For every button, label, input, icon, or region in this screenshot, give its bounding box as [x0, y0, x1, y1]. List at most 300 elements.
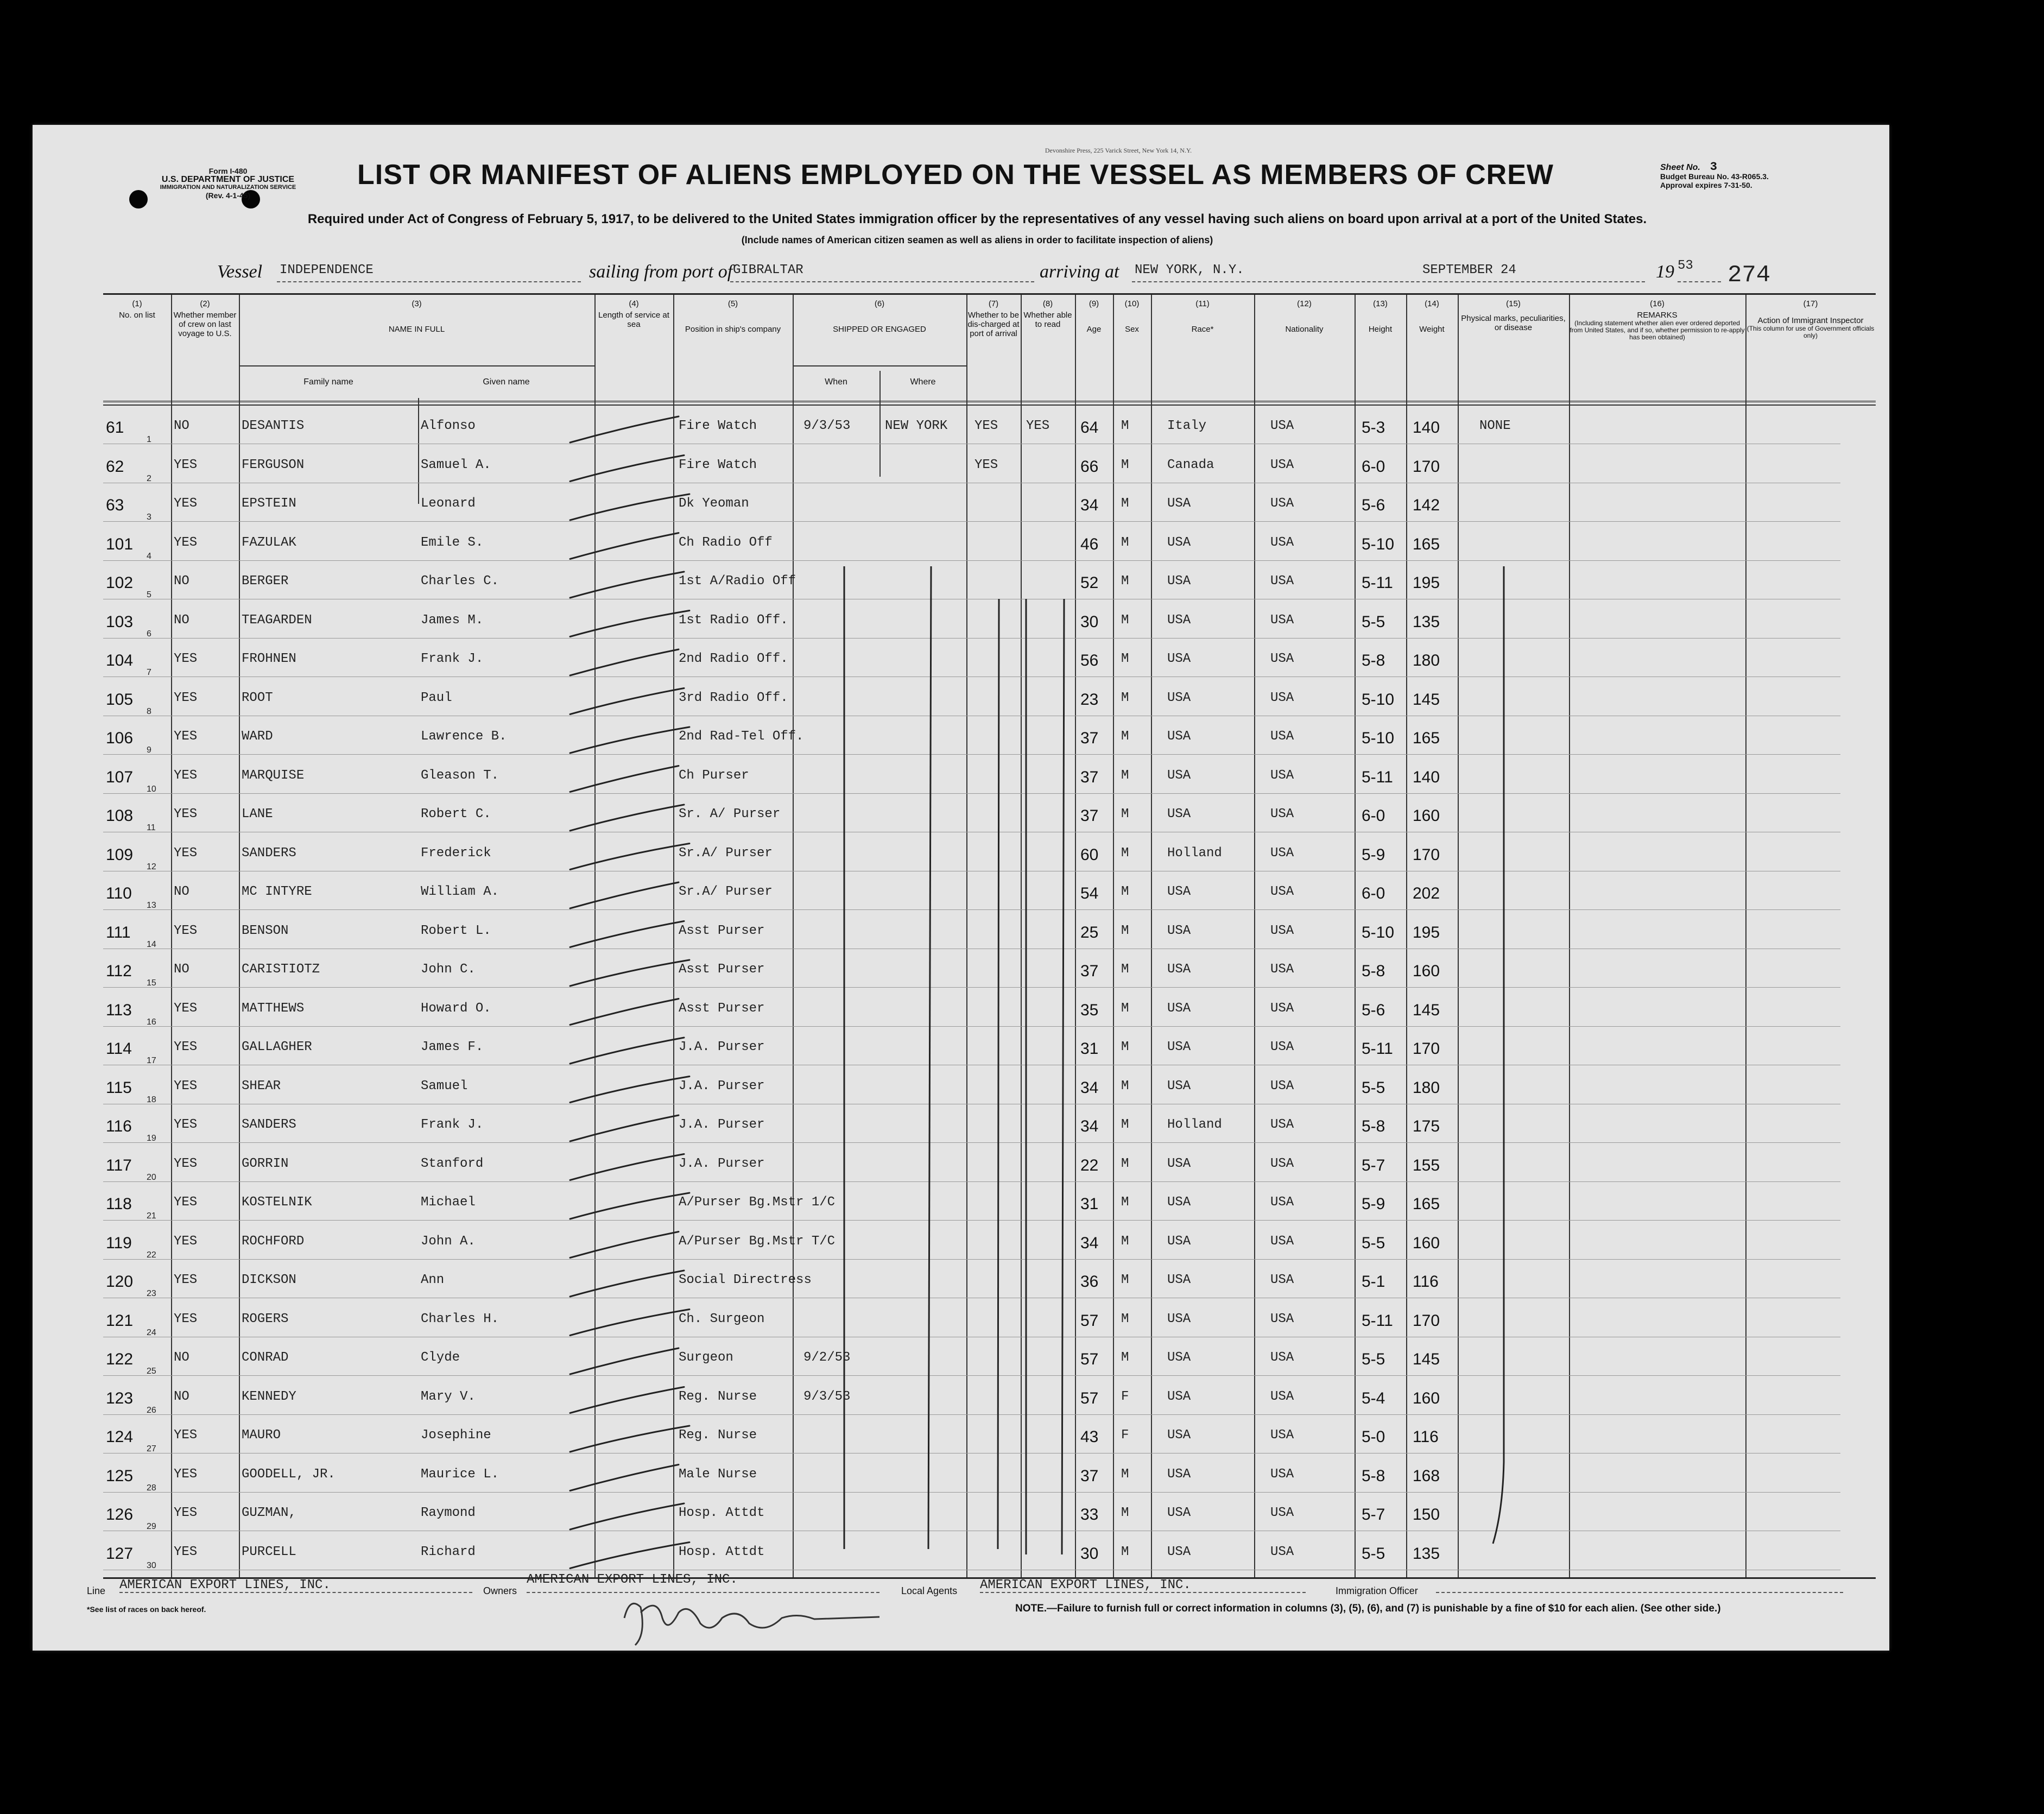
- sex-cell: F: [1121, 1428, 1129, 1443]
- race-cell: Holland: [1167, 845, 1222, 861]
- crew-row: [103, 528, 1876, 567]
- height-cell: 5-8: [1362, 1117, 1385, 1135]
- weight-cell: 145: [1413, 1001, 1440, 1019]
- crew-row: [103, 411, 1876, 450]
- sex-cell: M: [1121, 1234, 1129, 1249]
- previous-voyage-cell: YES: [174, 496, 198, 511]
- approval-expiry: Approval expires 7-31-50.: [1660, 181, 1752, 189]
- column-5-header: (5) Position in ship's company: [685, 299, 781, 334]
- race-cell: USA: [1167, 1350, 1191, 1365]
- line-number: 3: [147, 513, 151, 522]
- previous-voyage-cell: YES: [174, 1544, 198, 1559]
- line-number: 27: [147, 1444, 156, 1453]
- row-divider: [103, 754, 1840, 755]
- height-cell: 5-3: [1362, 419, 1385, 437]
- weight-cell: 116: [1413, 1428, 1439, 1446]
- sex-cell: M: [1121, 807, 1129, 821]
- line-number: 19: [147, 1134, 156, 1143]
- position-cell: Social Directress: [679, 1273, 812, 1287]
- line-number: 13: [147, 901, 156, 910]
- nationality-cell: USA: [1270, 884, 1294, 899]
- age-cell: 46: [1080, 535, 1099, 553]
- family-name-cell: CONRAD: [242, 1350, 289, 1365]
- height-cell: 5-11: [1362, 768, 1393, 786]
- sex-cell: M: [1121, 690, 1129, 705]
- column-16-header: (16) REMARKS (Including statement whether alien ever ordered deported from United States, and if so, whether permission to re-apply has been obtained): [1570, 299, 1745, 341]
- weight-cell: 160: [1413, 807, 1440, 825]
- row-divider: [103, 1181, 1840, 1182]
- row-number-cell: 121: [106, 1311, 134, 1330]
- family-name-cell: MARQUISE: [242, 768, 305, 783]
- row-number-cell: 125: [106, 1467, 134, 1485]
- nationality-cell: USA: [1270, 729, 1294, 744]
- race-cell: USA: [1167, 1273, 1191, 1287]
- line-company: AMERICAN EXPORT LINES, INC.: [119, 1578, 331, 1592]
- crew-row: [103, 1187, 1876, 1227]
- position-cell: A/Purser Bg.Mstr 1/C: [679, 1195, 836, 1210]
- height-cell: 5-10: [1362, 690, 1395, 709]
- age-cell: 66: [1080, 457, 1099, 476]
- line-number: 1: [147, 435, 151, 444]
- owner-signature: [608, 1585, 890, 1651]
- race-cell: Italy: [1167, 419, 1207, 433]
- race-cell: USA: [1167, 1428, 1191, 1443]
- row-number-cell: 102: [106, 574, 134, 592]
- nationality-cell: USA: [1270, 1273, 1294, 1287]
- position-cell: Asst Purser: [679, 962, 765, 977]
- position-cell: 3rd Radio Off.: [679, 690, 788, 705]
- arrival-date: SEPTEMBER 24: [1422, 263, 1516, 277]
- height-cell: 5-8: [1362, 652, 1385, 669]
- line-number: 25: [147, 1367, 156, 1376]
- agents-underline: [980, 1592, 1306, 1593]
- row-divider: [103, 1142, 1840, 1143]
- crew-row: [103, 1498, 1876, 1537]
- row-number-cell: 126: [106, 1506, 134, 1524]
- sex-cell: M: [1121, 923, 1129, 938]
- row-number-cell: 105: [106, 690, 134, 709]
- row-number-cell: 101: [106, 535, 134, 553]
- position-cell: Ch Radio Off: [679, 535, 773, 550]
- family-name-cell: KENNEDY: [242, 1389, 296, 1404]
- previous-voyage-cell: YES: [174, 1428, 198, 1443]
- height-cell: 5-9: [1362, 1195, 1385, 1213]
- height-cell: 5-11: [1362, 1311, 1393, 1330]
- weight-cell: 155: [1413, 1156, 1440, 1174]
- sex-cell: M: [1121, 1350, 1129, 1365]
- weight-cell: 170: [1413, 457, 1440, 476]
- nationality-cell: USA: [1270, 1350, 1294, 1365]
- height-cell: 5-7: [1362, 1156, 1385, 1174]
- height-cell: 5-6: [1362, 1001, 1385, 1019]
- race-cell: USA: [1167, 1467, 1191, 1482]
- given-name-cell: Lawrence B.: [421, 729, 507, 744]
- weight-cell: 165: [1413, 1195, 1440, 1213]
- race-cell: USA: [1167, 923, 1191, 938]
- vessel-underline: [277, 281, 581, 282]
- sex-cell: M: [1121, 1040, 1129, 1054]
- race-cell: USA: [1167, 729, 1191, 744]
- arriving-port: NEW YORK, N.Y.: [1135, 263, 1244, 277]
- age-cell: 64: [1080, 419, 1099, 437]
- nationality-cell: USA: [1270, 1078, 1294, 1094]
- given-name-cell: Frederick: [421, 845, 491, 861]
- sex-cell: M: [1121, 496, 1129, 511]
- column-6-header: (6) SHIPPED OR ENGAGED: [833, 299, 926, 334]
- previous-voyage-cell: YES: [174, 1467, 198, 1482]
- sex-cell: M: [1121, 535, 1129, 550]
- weight-cell: 165: [1413, 729, 1440, 747]
- row-number-cell: 108: [106, 807, 134, 825]
- position-cell: Reg. Nurse: [679, 1428, 757, 1443]
- sex-cell: M: [1121, 1506, 1129, 1520]
- crew-row: [103, 1032, 1876, 1071]
- height-cell: 5-10: [1362, 535, 1395, 553]
- age-cell: 57: [1080, 1350, 1099, 1368]
- family-name-cell: GUZMAN,: [242, 1506, 296, 1520]
- position-cell: Dk Yeoman: [679, 496, 749, 511]
- previous-voyage-cell: YES: [174, 457, 198, 472]
- row-number-cell: 112: [106, 962, 132, 980]
- nationality-cell: USA: [1270, 923, 1294, 938]
- sex-cell: M: [1121, 1078, 1129, 1094]
- position-cell: Fire Watch: [679, 419, 757, 433]
- service-name: IMMIGRATION AND NATURALIZATION SERVICE: [160, 184, 296, 191]
- row-number-cell: 116: [106, 1117, 132, 1135]
- sex-cell: M: [1121, 457, 1129, 472]
- nationality-cell: USA: [1270, 807, 1294, 821]
- position-cell: A/Purser Bg.Mstr T/C: [679, 1234, 836, 1249]
- age-cell: 60: [1080, 845, 1099, 864]
- position-cell: Ch Purser: [679, 768, 749, 783]
- race-cell: USA: [1167, 1389, 1191, 1404]
- line-number: 4: [147, 551, 151, 561]
- previous-voyage-cell: YES: [174, 1078, 198, 1094]
- weight-cell: 170: [1413, 1040, 1440, 1058]
- crew-row: [103, 566, 1876, 605]
- sex-cell: M: [1121, 768, 1129, 783]
- position-cell: Sr.A/ Purser: [679, 845, 773, 861]
- previous-voyage-cell: YES: [174, 1117, 198, 1132]
- sex-cell: M: [1121, 729, 1129, 744]
- given-name-cell: Charles H.: [421, 1311, 499, 1326]
- row-number-cell: 111: [106, 923, 131, 941]
- line-number: 5: [147, 590, 151, 599]
- row-divider: [103, 638, 1840, 639]
- nationality-cell: USA: [1270, 1311, 1294, 1326]
- line-number: 15: [147, 978, 156, 988]
- crew-row: [103, 683, 1876, 722]
- crew-row: [103, 1304, 1876, 1343]
- family-name-cell: MC INTYRE: [242, 884, 312, 899]
- nationality-cell: USA: [1270, 419, 1294, 433]
- year-suffix: 53: [1678, 258, 1693, 273]
- column-3-header: (3) NAME IN FULL: [388, 299, 445, 334]
- age-cell: 37: [1080, 729, 1099, 747]
- line-number: 2: [147, 473, 151, 483]
- nationality-cell: USA: [1270, 1156, 1294, 1171]
- height-cell: 5-5: [1362, 612, 1385, 631]
- crew-row: [103, 838, 1876, 877]
- race-cell: Holland: [1167, 1117, 1222, 1132]
- line-number: 14: [147, 939, 156, 949]
- height-cell: 5-5: [1362, 1350, 1385, 1368]
- age-cell: 54: [1080, 884, 1099, 902]
- line-number: 26: [147, 1405, 156, 1415]
- column-14-header: (14) Weight: [1419, 299, 1445, 334]
- age-cell: 43: [1080, 1428, 1099, 1446]
- column-8-header: (8) Whether able to read: [1023, 299, 1072, 329]
- race-cell: USA: [1167, 1506, 1191, 1520]
- position-cell: Asst Purser: [679, 923, 765, 938]
- line-number: 30: [147, 1560, 156, 1570]
- line-number: 6: [147, 629, 151, 639]
- race-cell: USA: [1167, 1234, 1191, 1249]
- row-number-cell: 103: [106, 612, 134, 631]
- form-number: Form I-480: [208, 167, 248, 175]
- sex-cell: M: [1121, 1117, 1129, 1132]
- row-number-cell: 113: [106, 1001, 132, 1019]
- sheet-number: 3: [1710, 160, 1717, 174]
- column-1-header: (1) No. on list: [119, 299, 155, 320]
- row-number-cell: 104: [106, 652, 134, 669]
- immigration-officer-label: Immigration Officer: [1336, 1585, 1418, 1596]
- nationality-cell: USA: [1270, 768, 1294, 783]
- age-cell: 57: [1080, 1311, 1099, 1330]
- crew-row: [103, 1265, 1876, 1304]
- previous-voyage-cell: YES: [174, 1001, 198, 1016]
- age-cell: 35: [1080, 1001, 1099, 1019]
- age-cell: 25: [1080, 923, 1099, 941]
- weight-cell: 180: [1413, 1078, 1440, 1097]
- document-title: LIST OR MANIFEST OF ALIENS EMPLOYED ON THE VESSEL AS MEMBERS OF CREW: [357, 159, 1554, 191]
- sailing-port: GIBRALTAR: [733, 263, 803, 277]
- row-divider: [103, 521, 1840, 522]
- line-number: 23: [147, 1289, 156, 1298]
- age-cell: 34: [1080, 1078, 1099, 1097]
- position-cell: 2nd Radio Off.: [679, 652, 788, 666]
- position-cell: Fire Watch: [679, 457, 757, 472]
- height-cell: 5-10: [1362, 729, 1395, 747]
- race-cell: USA: [1167, 807, 1191, 821]
- crew-row: [103, 1071, 1876, 1110]
- family-name-cell: ROCHFORD: [242, 1234, 305, 1249]
- year-underline: [1678, 281, 1721, 282]
- line-number: 8: [147, 706, 151, 716]
- position-cell: Hosp. Attdt: [679, 1506, 765, 1520]
- previous-voyage-cell: YES: [174, 1195, 198, 1210]
- row-divider: [103, 1259, 1840, 1260]
- previous-voyage-cell: NO: [174, 1350, 189, 1365]
- position-cell: Asst Purser: [679, 1001, 765, 1016]
- row-number-cell: 106: [106, 729, 134, 747]
- sex-cell: M: [1121, 1544, 1129, 1559]
- family-name-cell: BENSON: [242, 923, 289, 938]
- sex-cell: M: [1121, 574, 1129, 589]
- line-number: 20: [147, 1172, 156, 1182]
- age-cell: 22: [1080, 1156, 1099, 1174]
- crew-row: [103, 994, 1876, 1033]
- previous-voyage-cell: YES: [174, 1156, 198, 1171]
- family-name-cell: LANE: [242, 807, 273, 821]
- weight-cell: 170: [1413, 845, 1440, 864]
- row-number-cell: 123: [106, 1389, 134, 1407]
- race-cell: USA: [1167, 1078, 1191, 1094]
- family-name-cell: EPSTEIN: [242, 496, 296, 511]
- sex-cell: M: [1121, 962, 1129, 977]
- position-cell: J.A. Purser: [679, 1117, 765, 1132]
- age-cell: 37: [1080, 1467, 1099, 1485]
- position-cell: J.A. Purser: [679, 1156, 765, 1171]
- previous-voyage-cell: YES: [174, 1234, 198, 1249]
- crew-row: [103, 1110, 1876, 1149]
- shipped-when-cell: 9/3/53: [803, 419, 851, 433]
- crew-row: [103, 1537, 1876, 1576]
- column-2-header: (2) Whether member of crew on last voyage to U.S.: [173, 299, 237, 338]
- weight-cell: 160: [1413, 962, 1440, 980]
- race-cell: USA: [1167, 1040, 1191, 1054]
- race-cell: Canada: [1167, 457, 1214, 472]
- column-12-header: (12) Nationality: [1285, 299, 1324, 334]
- family-name-cell: TEAGARDEN: [242, 612, 312, 628]
- crew-manifest-table: [103, 293, 1876, 1579]
- height-cell: 5-10: [1362, 923, 1395, 941]
- nationality-cell: USA: [1270, 1195, 1294, 1210]
- height-cell: 6-0: [1362, 457, 1385, 476]
- sex-cell: M: [1121, 1467, 1129, 1482]
- given-name-cell: Stanford: [421, 1156, 484, 1171]
- race-cell: USA: [1167, 535, 1191, 550]
- given-name-cell: Charles C.: [421, 574, 499, 589]
- row-divider: [103, 1375, 1840, 1376]
- shipped-when-cell: 9/3/53: [803, 1389, 851, 1404]
- weight-cell: 160: [1413, 1389, 1440, 1407]
- height-cell: 5-6: [1362, 496, 1385, 514]
- weight-cell: 135: [1413, 612, 1440, 631]
- given-name-header: Given name: [483, 377, 530, 387]
- sex-cell: M: [1121, 1195, 1129, 1210]
- when-header: When: [825, 377, 847, 387]
- height-cell: 6-0: [1362, 884, 1385, 902]
- nationality-cell: USA: [1270, 845, 1294, 861]
- age-cell: 31: [1080, 1195, 1099, 1213]
- weight-cell: 140: [1413, 768, 1440, 786]
- height-cell: 6-0: [1362, 807, 1385, 825]
- nationality-cell: USA: [1270, 1544, 1294, 1559]
- given-name-cell: Frank J.: [421, 1117, 484, 1132]
- position-cell: 1st A/Radio Off: [679, 574, 796, 589]
- age-cell: 52: [1080, 574, 1099, 592]
- crew-row: [103, 1459, 1876, 1499]
- family-name-cell: GALLAGHER: [242, 1040, 312, 1054]
- family-name-cell: GOODELL, JR.: [242, 1467, 336, 1482]
- family-name-cell: SHEAR: [242, 1078, 281, 1094]
- nationality-cell: USA: [1270, 457, 1294, 472]
- sex-cell: M: [1121, 652, 1129, 666]
- age-cell: 36: [1080, 1273, 1099, 1291]
- crew-row: [103, 1343, 1876, 1382]
- line-number: 9: [147, 745, 151, 755]
- weight-cell: 202: [1413, 884, 1440, 902]
- column-4-header: (4) Length of service at sea: [598, 299, 669, 329]
- family-name-cell: BERGER: [242, 574, 289, 589]
- line-number: 10: [147, 784, 156, 794]
- row-divider: [103, 793, 1840, 794]
- position-cell: Sr.A/ Purser: [679, 884, 773, 899]
- given-name-cell: John C.: [421, 962, 476, 977]
- row-number-cell: 117: [106, 1156, 132, 1174]
- nationality-cell: USA: [1270, 1506, 1294, 1520]
- previous-voyage-cell: YES: [174, 535, 198, 550]
- given-name-cell: Richard: [421, 1544, 476, 1559]
- row-number-cell: 110: [106, 884, 132, 902]
- department-name: U.S. DEPARTMENT OF JUSTICE: [161, 175, 295, 184]
- height-cell: 5-8: [1362, 1467, 1385, 1485]
- row-number-cell: 127: [106, 1544, 134, 1563]
- printer-imprint: Devonshire Press, 225 Varick Street, New York 14, N.Y.: [1045, 147, 1192, 154]
- crew-row: [103, 877, 1876, 916]
- column-7-header: (7) Whether to be dis-charged at port of arrival: [967, 299, 1020, 338]
- age-cell: 37: [1080, 807, 1099, 825]
- given-name-cell: Raymond: [421, 1506, 476, 1520]
- shipped-when-cell: 9/2/53: [803, 1350, 851, 1365]
- given-name-cell: Samuel: [421, 1078, 468, 1094]
- age-cell: 37: [1080, 768, 1099, 786]
- date-underline: [1422, 281, 1645, 282]
- nationality-cell: USA: [1270, 1467, 1294, 1482]
- age-cell: 30: [1080, 1544, 1099, 1563]
- position-cell: Hosp. Attdt: [679, 1544, 765, 1559]
- nationality-cell: USA: [1270, 1117, 1294, 1132]
- crew-row: [103, 1149, 1876, 1188]
- previous-voyage-cell: YES: [174, 1040, 198, 1054]
- weight-cell: 160: [1413, 1234, 1440, 1252]
- given-name-cell: Robert L.: [421, 923, 491, 938]
- line-number: 28: [147, 1483, 156, 1493]
- form-identification: [114, 167, 342, 200]
- age-cell: 23: [1080, 690, 1099, 709]
- family-name-cell: MAURO: [242, 1428, 281, 1443]
- age-cell: 57: [1080, 1389, 1099, 1407]
- vessel-name: INDEPENDENCE: [280, 263, 374, 277]
- previous-voyage-cell: NO: [174, 419, 189, 433]
- row-divider: [103, 909, 1840, 910]
- family-name-cell: FAZULAK: [242, 535, 296, 550]
- position-cell: 1st Radio Off.: [679, 612, 788, 628]
- given-name-cell: Emile S.: [421, 535, 484, 550]
- nationality-cell: USA: [1270, 1428, 1294, 1443]
- line-number: 11: [147, 823, 156, 832]
- given-name-cell: Paul: [421, 690, 452, 705]
- sex-cell: M: [1121, 612, 1129, 628]
- family-name-cell: CARISTIOTZ: [242, 962, 320, 977]
- sex-cell: M: [1121, 884, 1129, 899]
- weight-cell: 135: [1413, 1544, 1440, 1563]
- given-name-cell: Michael: [421, 1195, 476, 1210]
- row-number-cell: 118: [106, 1195, 132, 1213]
- family-name-cell: SANDERS: [242, 1117, 296, 1132]
- family-name-cell: GORRIN: [242, 1156, 289, 1171]
- family-name-cell: FERGUSON: [242, 457, 305, 472]
- height-cell: 5-11: [1362, 574, 1393, 592]
- crew-row: [103, 761, 1876, 800]
- given-name-cell: Frank J.: [421, 652, 484, 666]
- given-name-cell: Samuel A.: [421, 457, 491, 472]
- nationality-cell: USA: [1270, 1001, 1294, 1016]
- race-cell: USA: [1167, 768, 1191, 783]
- given-name-cell: Howard O.: [421, 1001, 491, 1016]
- previous-voyage-cell: YES: [174, 807, 198, 821]
